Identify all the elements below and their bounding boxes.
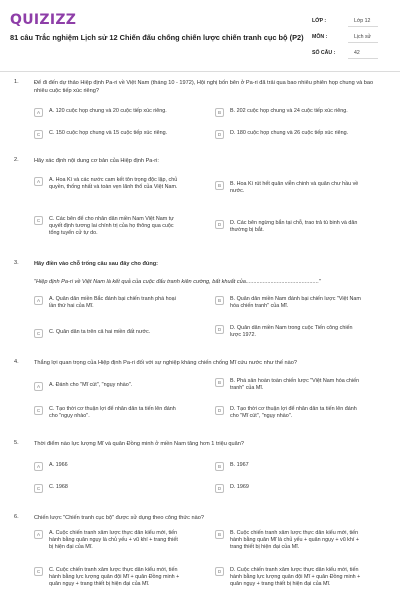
option-letter-badge: D: [215, 220, 224, 229]
option-text: C. Các bên để cho nhân dân miền Nam Việt Nam tự quyết định tương lai chính trị của họ thông qua cuộc tổng tuyển cử tự do.: [49, 216, 174, 237]
option-text: B. 202 cuộc họp chung và 24 cuộc tiếp xúc riêng.: [230, 108, 348, 114]
meta-key: MÔN :: [312, 34, 328, 40]
question-text: Để đi đến dự thảo Hiệp định Pa-ri về Việt Nam (tháng 10 - 1972), Hội nghị bốn bên ở Pa-ri đã trải qua bao nhiêu phiên họp chung và bao nhiêu cuộc tiếp xúc riêng?: [34, 80, 374, 94]
option-letter-badge: C: [34, 567, 43, 576]
option-letter-badge: A: [34, 462, 43, 471]
question-number: 4.: [14, 359, 19, 365]
option-text: C. Quân dân ta trên cả hai miền đất nước.: [49, 329, 151, 335]
option-text: B. Quân dân miền Nam đánh bại chiến lược "Việt Nam hóa chiến tranh" của Mĩ.: [230, 296, 361, 310]
option-text: A. Hoa Kì và các nước cam kết tôn trọng độc lập, chủ quyền, thống nhất và toàn vẹn lãnh thổ của Việt Nam.: [49, 177, 178, 191]
option-letter-badge: B: [215, 108, 224, 117]
option-letter-badge: C: [34, 329, 43, 338]
meta-key: SỐ CÂU :: [312, 50, 336, 56]
option-text: A. Quân dân miền Bắc đánh bại chiến tranh phá hoại lần thứ hai của Mĩ.: [49, 296, 176, 310]
option-text: D. 1969: [230, 484, 249, 490]
question-text: Thời điểm nào lực lượng Mĩ và quân Đồng minh ở miền Nam tăng hơn 1 triệu quân?: [34, 441, 244, 447]
option-a[interactable]: [34, 177, 181, 191]
option-c[interactable]: [34, 567, 181, 589]
option-b[interactable]: [215, 108, 362, 117]
option-a[interactable]: [34, 108, 181, 117]
option-text: B. Cuộc chiến tranh xâm lược thực dân kiểu mới, tiến hành bằng quân Mĩ là chủ yếu + quân ngụy + vũ khí + trang thiết bị hiện đại của Mĩ.: [230, 530, 360, 551]
option-text: B. Hoa Kì rút hết quân viễn chinh và quân chư hầu về nước.: [230, 181, 359, 195]
option-letter-badge: C: [34, 130, 43, 139]
option-letter-badge: B: [215, 296, 224, 305]
question-number: 6.: [14, 514, 19, 520]
option-d[interactable]: [215, 406, 362, 420]
meta-row-class: [312, 14, 378, 28]
question-number: 3.: [14, 260, 19, 266]
option-letter-badge: B: [215, 378, 224, 387]
option-c[interactable]: [34, 130, 181, 139]
page-title: 81 câu Trắc nghiệm Lịch sử 12 Chiến đấu chống chiến lược chiến tranh cục bộ (P2): [10, 33, 304, 42]
option-text: C. 150 cuộc họp chung và 15 cuộc tiếp xúc riêng.: [49, 130, 168, 136]
option-text: B. 1967: [230, 462, 249, 468]
option-text: A. 120 cuộc họp chung và 20 cuộc tiếp xúc riêng.: [49, 108, 167, 114]
option-text: C. 1968: [49, 484, 68, 490]
worksheet-header: [0, 0, 400, 72]
question-quote: "Hiệp định Pa-ri về Việt Nam là kết quả của cuộc đấu tranh kiên cường, bất khuất của...............................................": [34, 279, 321, 285]
quizizz-logo: QUIZIZZ: [10, 12, 77, 28]
option-b[interactable]: [215, 296, 362, 310]
option-text: C. Tạo thời cơ thuận lợi để nhân dân ta tiến lên đánh cho "ngụy nhào".: [49, 406, 176, 420]
meta-value: 42: [348, 47, 378, 59]
option-d[interactable]: [215, 484, 362, 493]
option-letter-badge: A: [34, 108, 43, 117]
meta-value: Lịch sử: [348, 31, 378, 43]
option-letter-badge: D: [215, 325, 224, 334]
option-c[interactable]: [34, 329, 181, 338]
option-c[interactable]: [34, 406, 181, 420]
question-number: 1.: [14, 79, 19, 85]
option-text: D. Các bên ngừng bắn tại chỗ, trao trả tù binh và dân thường bị bắt.: [230, 220, 358, 234]
option-letter-badge: A: [34, 382, 43, 391]
option-letter-badge: A: [34, 177, 43, 186]
option-letter-badge: A: [34, 296, 43, 305]
option-a[interactable]: [34, 462, 181, 471]
option-text: A. Đánh cho "Mĩ cút", "ngụy nhào".: [49, 382, 133, 388]
option-d[interactable]: [215, 325, 362, 339]
option-d[interactable]: [215, 130, 362, 139]
worksheet-meta: [312, 14, 378, 62]
option-letter-badge: B: [215, 530, 224, 539]
option-text: A. Cuộc chiến tranh xâm lược thực dân kiểu mới, tiến hành bằng quân ngụy là chủ yếu + vũ khí + trang thiết bị hiện đại của Mĩ.: [49, 530, 178, 551]
option-letter-badge: B: [215, 462, 224, 471]
option-d[interactable]: [215, 567, 362, 589]
question-text: Hãy điền vào chỗ trống câu sau đây cho đúng:: [34, 261, 159, 267]
option-text: D. Cuộc chiến tranh xâm lược thực dân kiểu mới, tiến hành bằng lực lượng quân đội Mĩ + quân Đồng minh + quân ngụy + trang thiết bị hiện đại của Mĩ.: [230, 567, 361, 588]
option-text: D. Tạo thời cơ thuận lợi để nhân dân ta tiến lên đánh cho "Mĩ cút", "ngụy nhào".: [230, 406, 357, 420]
option-letter-badge: D: [215, 484, 224, 493]
question-number: 2.: [14, 157, 19, 163]
option-text: C. Cuộc chiến tranh xâm lược thực dân kiểu mới, tiến hành bằng lực lượng quân đội Mĩ + quân Đồng minh + quân ngụy + trang thiết bị hiện đại của Mĩ.: [49, 567, 180, 588]
meta-value: Lớp 12: [348, 15, 378, 27]
question-text: Chiến lược "Chiến tranh cục bộ" được sử dụng theo công thức nào?: [34, 515, 204, 521]
option-letter-badge: C: [34, 216, 43, 225]
option-text: D. 180 cuộc họp chung và 26 cuộc tiếp xúc riêng.: [230, 130, 349, 136]
option-letter-badge: D: [215, 567, 224, 576]
question-text: Hãy xác định nội dung cơ bản của Hiệp định Pa-ri:: [34, 158, 159, 164]
option-a[interactable]: [34, 382, 181, 391]
option-letter-badge: B: [215, 181, 224, 190]
option-b[interactable]: [215, 462, 362, 471]
option-text: B. Phá sản hoàn toàn chiến lược "Việt Nam hóa chiến tranh" của Mĩ.: [230, 378, 360, 392]
option-c[interactable]: [34, 216, 181, 238]
option-letter-badge: A: [34, 530, 43, 539]
question-text: Thắng lợi quan trọng của Hiệp định Pa-ri đối với sự nghiệp kháng chiến chống Mĩ cứu nước như thế nào?: [34, 360, 297, 366]
meta-row-subject: [312, 30, 378, 44]
option-letter-badge: D: [215, 406, 224, 415]
option-b[interactable]: [215, 530, 362, 552]
option-c[interactable]: [34, 484, 181, 493]
meta-key: LỚP :: [312, 18, 327, 24]
option-text: D. Quân dân miền Nam trong cuộc Tiến công chiến lược 1972.: [230, 325, 353, 339]
option-text: A. 1966: [49, 462, 68, 468]
option-b[interactable]: [215, 181, 362, 195]
option-d[interactable]: [215, 220, 362, 234]
option-a[interactable]: [34, 296, 181, 310]
option-letter-badge: D: [215, 130, 224, 139]
option-b[interactable]: [215, 378, 362, 392]
question-number: 5.: [14, 440, 19, 446]
option-a[interactable]: [34, 530, 181, 552]
option-letter-badge: C: [34, 406, 43, 415]
option-letter-badge: C: [34, 484, 43, 493]
meta-row-count: [312, 46, 378, 60]
